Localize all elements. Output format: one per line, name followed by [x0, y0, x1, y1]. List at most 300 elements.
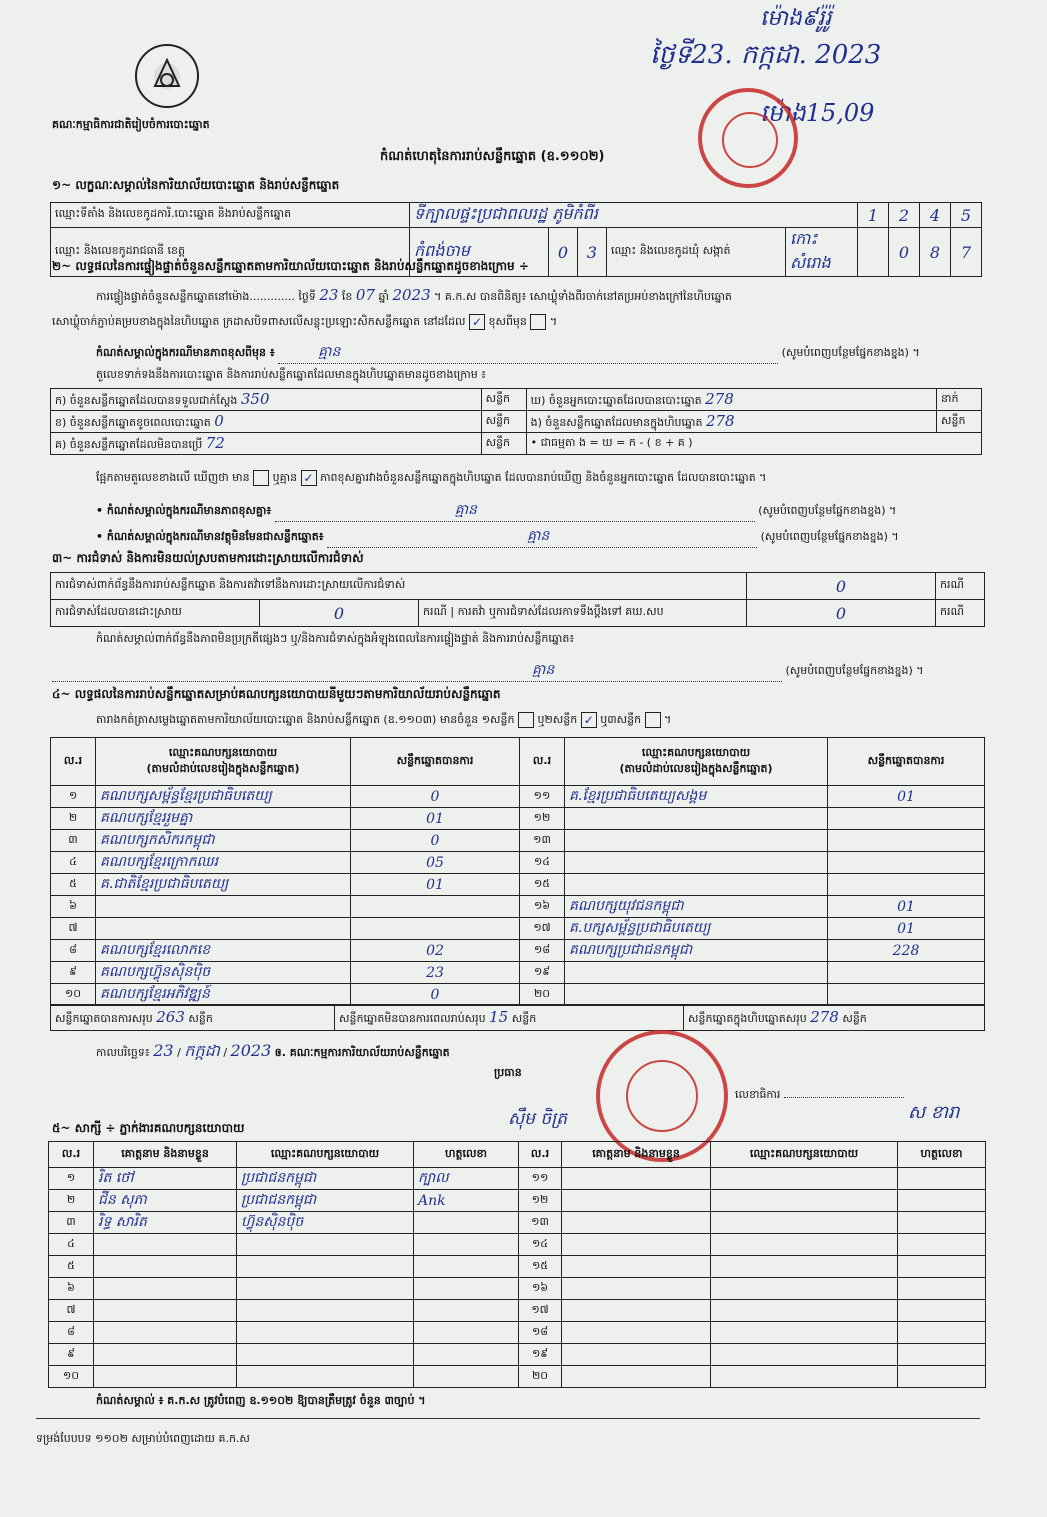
witness-left-party[interactable] [237, 1322, 414, 1344]
results-right-party[interactable] [565, 852, 828, 874]
results-right-party[interactable] [565, 830, 828, 852]
witness-left-party[interactable] [237, 1366, 414, 1388]
section4-title: ៤~ លទ្ធផលនៃការរាប់សន្លឹកឆ្នោតសម្រាប់គណបក្សនយោបាយនីមួយៗតាមការិយាល័យរាប់សន្លឹកឆ្នោត [52, 687, 501, 701]
note3-label: • កំណត់សម្គាល់ក្នុងករណីមានវត្ថុមិនមែនជាសន្លឹកឆ្នោត៖ [96, 530, 324, 543]
witness-left-name[interactable]: រិត ថៅ [94, 1168, 237, 1190]
results-col-party-left-sub: (តាមលំដាប់លេខរៀងក្នុងសន្លឹកឆ្នោត) [146, 761, 300, 775]
witness-left-sign[interactable]: Ank [414, 1190, 519, 1212]
chair-signature: ស៊ឹម ចិត្រ [508, 1109, 568, 1129]
witness-left-name[interactable] [94, 1234, 237, 1256]
results-right-no: ១៩ [520, 962, 565, 984]
witness-right-party[interactable] [711, 1212, 898, 1234]
results-row [51, 962, 985, 984]
results-right-votes[interactable]: 01 [828, 918, 985, 940]
witness-right-name[interactable] [562, 1366, 711, 1388]
witness-right-name[interactable] [562, 1344, 711, 1366]
date-month[interactable]: កក្កដា [184, 1041, 220, 1060]
results-left-no: ៣ [51, 830, 96, 852]
witness-left-no: ៣ [49, 1212, 94, 1234]
results-left-party[interactable]: គណបក្សខ្មែរក្រោកឈរ [96, 852, 351, 874]
date-day[interactable]: 23 [153, 1041, 174, 1060]
tally-2-label: ឬ២សន្លឹក [537, 713, 578, 726]
location-code-2[interactable]: 2 [889, 203, 920, 228]
resolved-label: ការជំទាស់ដែលបានដោះស្រាយ [51, 600, 260, 627]
witness-left-no: ១ [49, 1168, 94, 1190]
resolved-unit-cell: ករណី | ការតវ៉ា ឬការជំទាស់ដែលរកាទទឹងប្តឹងទៅ គឃ.សប [419, 600, 747, 627]
commune-code-3[interactable]: 7 [951, 228, 982, 277]
unused-label: គ) ចំនួនសន្លឹកឆ្នោតដែលមិនបានប្រើ 72 [51, 433, 482, 455]
results-left-party[interactable]: គណបក្សហ៊្វុនស៊ិនប៉ិច [96, 962, 351, 984]
witness-left-sign[interactable] [414, 1256, 519, 1278]
spoiled-unit: សន្លឹក [481, 411, 526, 433]
witness-left-name[interactable] [94, 1322, 237, 1344]
appeal-unit: ករណី [936, 600, 985, 627]
results-right-votes[interactable] [828, 984, 985, 1006]
location-code-3[interactable]: 4 [920, 203, 951, 228]
witness-row [49, 1300, 986, 1322]
total-box-label: សន្លឹកឆ្នោតក្នុងហិបឆ្នោតសរុប [688, 1011, 807, 1025]
section1-title: ១~ លក្ខណៈសម្គាល់នៃការិយាល័យបោះឆ្នោត និងរាប់សន្លឹកឆ្នោត [52, 178, 340, 192]
witness-col-party-right: ឈ្មោះគណបក្សនយោបាយ [711, 1142, 898, 1168]
resolved-unit: ករណី [423, 605, 447, 618]
witness-left-no: ៥ [49, 1256, 94, 1278]
footer-text: ទម្រង់បែបបទ ១១០២ សម្រាប់បំពេញដោយ គ.ក.ស [36, 1432, 250, 1445]
total-valid-value[interactable]: 263 [156, 1007, 185, 1026]
witness-right-sign[interactable] [898, 1278, 986, 1300]
results-left-votes[interactable] [351, 896, 520, 918]
witness-row [49, 1212, 986, 1234]
witness-col-sign-right: ហត្ថលេខា [898, 1142, 986, 1168]
witness-left-sign[interactable] [414, 1234, 519, 1256]
results-right-no: ១៥ [520, 874, 565, 896]
results-right-votes[interactable] [828, 830, 985, 852]
witness-left-no: ៦ [49, 1278, 94, 1300]
verify-line2-text: សោឃ្លុំចាក់ភ្ជាប់គម្របខាងក្នុងនៃហិបឆ្នោត ក្រដាសបិទពាសលើសន្លុះប្រឡោះសិកសន្លឹកឆ្នោត នៅដដែល [52, 315, 466, 328]
results-left-no: ២ [51, 808, 96, 830]
results-left-votes[interactable]: 0 [351, 786, 520, 808]
corner-note-2: ថ្ងៃទី23. កក្កដា. 2023 [650, 40, 882, 70]
appeal-label: ការតវ៉ា ឬការជំទាស់ដែលរកាទទឹងប្តឹងទៅ គឃ.សប [457, 605, 664, 618]
discrepancy-text-c: ភាពខុសគ្នារវាងចំនួនសន្លឹកឆ្នោតក្នុងហិបឆ្នោត ដែលបានរាប់ឃើញ និងចំនួនអ្នកបោះឆ្នោត ដែលបានបោះឆ្នោត ។ [320, 471, 767, 484]
total-valid-cell [51, 1005, 335, 1031]
verify-text-a: ការផ្ទៀងផ្ទាត់ចំនួនសន្លឹកឆ្នោតនៅម៉ោង............. ថ្ងៃទី [96, 290, 316, 303]
witness-right-party[interactable] [711, 1300, 898, 1322]
witness-left-no: ៧ [49, 1300, 94, 1322]
note2-label: • កំណត់សម្គាល់ក្នុងករណីមានភាពខុសគ្នា៖ [96, 504, 272, 517]
results-left-no: ៥ [51, 874, 96, 896]
witness-left-party[interactable] [237, 1256, 414, 1278]
results-left-party[interactable] [96, 918, 351, 940]
total-valid-unit: សន្លឹក [188, 1011, 213, 1025]
results-left-no: ១ [51, 786, 96, 808]
results-right-votes[interactable] [828, 874, 985, 896]
results-left-votes[interactable]: 01 [351, 874, 520, 896]
witness-row [49, 1278, 986, 1300]
note3-value[interactable]: គ្មាន [327, 526, 757, 548]
section5-title: ៥~ សាក្សី ÷ ភ្នាក់ងារគណបក្សនយោបាយ [52, 1121, 245, 1135]
witness-right-no: ២០ [519, 1366, 562, 1388]
results-left-votes[interactable]: 0 [351, 984, 520, 1006]
witness-right-sign[interactable] [898, 1212, 986, 1234]
witness-left-name[interactable] [94, 1278, 237, 1300]
witness-left-party[interactable]: ប្រជាជនកម្ពុជា [237, 1190, 414, 1212]
results-left-no: ៤ [51, 852, 96, 874]
witness-right-name[interactable] [562, 1278, 711, 1300]
verify-month[interactable]: 07 [355, 286, 375, 304]
commune-code-2[interactable]: 8 [920, 228, 951, 277]
witness-left-no: ៩ [49, 1344, 94, 1366]
verify-line-1 [96, 286, 986, 306]
witness-row [49, 1256, 986, 1278]
results-row [51, 984, 985, 1006]
results-row [51, 874, 985, 896]
results-left-party[interactable]: គណបក្សខ្មែរអភិវឌ្ឍន៍ [96, 984, 351, 1006]
verify-text-c: ឆ្នាំ [378, 290, 389, 303]
witness-col-name-left: គោត្តនាម និងនាមខ្លួន [94, 1142, 237, 1168]
section3-note-value[interactable]: គ្មាន [52, 660, 782, 682]
nec-logo-icon [135, 44, 199, 108]
witness-right-sign[interactable] [898, 1322, 986, 1344]
date-label: កាលបរិច្ឆេទ៖ [96, 1046, 150, 1059]
results-right-no: ១៦ [520, 896, 565, 918]
note1 [96, 342, 986, 364]
witness-col-sign-left: ហត្ថលេខា [414, 1142, 519, 1168]
results-col-party-left-title: ឈ្មោះគណបក្សនយោបាយ [168, 745, 278, 759]
witness-right-name[interactable] [562, 1212, 711, 1234]
results-left-party[interactable]: គណបក្សខ្មែររួមគ្នា [96, 808, 351, 830]
results-right-no: ១១ [520, 786, 565, 808]
results-col-party-right-sub: (តាមលំដាប់លេខរៀងក្នុងសន្លឹកឆ្នោត) [619, 761, 773, 775]
witness-left-name[interactable] [94, 1256, 237, 1278]
witness-right-no: ១២ [519, 1190, 562, 1212]
results-row [51, 786, 985, 808]
note2-suffix: (សូមបំពេញបន្ថែមផ្នែកខាងខ្នង) ។ [758, 504, 897, 517]
resolved-value[interactable]: 0 [260, 600, 419, 627]
section3-note-line [52, 660, 982, 682]
commune-code-1[interactable]: 0 [889, 228, 920, 277]
witness-right-sign[interactable] [898, 1366, 986, 1388]
location-value[interactable]: ទីក្បាលផ្ទះប្រជាពលរដ្ឋ ភូមិកំពីរ [410, 203, 858, 228]
figures-row-b [51, 411, 982, 433]
commune-value[interactable]: កោះសំរោង [786, 228, 858, 277]
witness-col-no-left: ល.រ [49, 1142, 94, 1168]
received-unit: សន្លឹក [481, 389, 526, 411]
results-left-party[interactable]: គណបក្សកសិករកម្ពុជា [96, 830, 351, 852]
total-invalid-unit: សន្លឹក [511, 1011, 537, 1025]
tally-sheet-line: តារាងកត់ត្រាសម្លេងឆ្នោតតាមការិយាល័យបោះឆ្នោត និងរាប់សន្លឹកឆ្នោត (ឧ.១១០៣) មានចំនួន ១សន្លឹក ឬ២សន្លឹក ✓ ឬ៣សន្លឹក ។ [96, 713, 672, 727]
witness-right-no: ១៩ [519, 1344, 562, 1366]
results-left-votes[interactable] [351, 918, 520, 940]
witness-left-sign[interactable] [414, 1212, 519, 1234]
witness-right-party[interactable] [711, 1234, 898, 1256]
note2-value[interactable]: គ្មាន [275, 500, 755, 522]
total-invalid-cell [335, 1005, 684, 1031]
witness-right-name[interactable] [562, 1256, 711, 1278]
total-invalid-value[interactable]: 15 [489, 1007, 509, 1026]
voters-unit: នាក់ [937, 389, 982, 411]
results-col-no-left: ល.រ [51, 738, 96, 786]
witness-right-sign[interactable] [898, 1256, 986, 1278]
witness-right-sign[interactable] [898, 1234, 986, 1256]
appeal-value[interactable]: 0 [747, 600, 936, 627]
figures-table [50, 388, 982, 455]
witness-right-party[interactable] [711, 1366, 898, 1388]
spoiled-value[interactable]: 0 [214, 411, 224, 430]
results-right-party[interactable] [565, 808, 828, 830]
figures-row-a [51, 389, 982, 411]
witness-table [48, 1141, 986, 1388]
witness-left-party[interactable]: ហ៊្វុនស៊ិនប៉ិច [237, 1212, 414, 1234]
results-right-party[interactable] [565, 984, 828, 1006]
section3-note: កំណត់សម្គាល់ពាក់ព័ន្ធនឹងភាពមិនប្រក្រតីផ្សេងៗ ឬ/និងការជំទាស់ក្នុងអំឡុងពេលនៃការផ្ទៀងផ្ទាត់ និងការរាប់សន្លឹកឆ្នោត៖ [96, 632, 575, 645]
results-col-party-right-title: ឈ្មោះគណបក្សនយោបាយ [641, 745, 751, 759]
tally-2-checkbox[interactable]: ✓ [581, 712, 597, 728]
totals-table [50, 1004, 985, 1031]
corner-note-1: ម៉ោង៩រ៉ូរ៉ូ [760, 6, 832, 31]
results-row [51, 940, 985, 962]
verify-line-2: សោឃ្លុំចាក់ភ្ជាប់គម្របខាងក្នុងនៃហិបឆ្នោត ក្រដាសបិទពាសលើសន្លុះប្រឡោះសិកសន្លឹកឆ្នោត នៅដដែល ✓ ខុសពីមុន ។ [52, 315, 558, 329]
results-left-votes[interactable]: 01 [351, 808, 520, 830]
voters-label: ឃ) ចំនួនអ្នកបោះឆ្នោតដែលបានបោះឆ្នោត 278 [526, 389, 936, 411]
results-row [51, 830, 985, 852]
witness-right-sign[interactable] [898, 1300, 986, 1322]
witness-right-no: ១៦ [519, 1278, 562, 1300]
location-code-1[interactable]: 1 [858, 203, 889, 228]
witness-right-name[interactable] [562, 1168, 711, 1190]
objection-unit: ករណី [936, 573, 985, 600]
discrepancy-yes-checkbox[interactable] [253, 470, 269, 486]
inbox-label: ង) ចំនួនសន្លឹកឆ្នោតដែលមានក្នុងហិបឆ្នោត 278 [526, 411, 936, 433]
section2-title: ២~ លទ្ធផលនៃការផ្ទៀងផ្ទាត់ចំនួនសន្លឹកឆ្នោតតាមការិយាល័យបោះឆ្នោត និងរាប់សន្លឹកឆ្នោតដូចខាងក្រោម ÷ [52, 259, 529, 273]
objection-value[interactable]: 0 [747, 573, 936, 600]
results-right-party[interactable] [565, 874, 828, 896]
witness-right-sign[interactable] [898, 1168, 986, 1190]
results-col-party-right [565, 738, 828, 786]
results-right-no: ១៤ [520, 852, 565, 874]
tally-3-checkbox[interactable] [645, 712, 661, 728]
changed-label: ខុសពីមុន [488, 315, 527, 328]
unchanged-checkbox[interactable]: ✓ [469, 314, 485, 330]
province-code-1[interactable]: 0 [549, 228, 578, 277]
witness-col-name-right: គោត្តនាម និងនាមខ្លួន [562, 1142, 711, 1168]
results-row [51, 808, 985, 830]
witness-right-name[interactable] [562, 1300, 711, 1322]
results-row [51, 852, 985, 874]
results-left-party[interactable] [96, 896, 351, 918]
note3-suffix: (សូមបំពេញបន្ថែមផ្នែកខាងខ្នង) ។ [760, 530, 899, 543]
secretary-label: លេខាធិការ [735, 1088, 781, 1101]
witness-left-sign[interactable]: ក្បាល [414, 1168, 519, 1190]
results-right-party[interactable]: គ.ខ្មែរប្រជាធិបតេយ្យសង្គម [565, 786, 828, 808]
footnote: កំណត់សម្គាល់ ៖ គ.ក.ស ត្រូវបំពេញ ឧ.១១០២ ឱ្យបានត្រឹមត្រូវ ចំនួន ៣ច្បាប់ ។ [96, 1394, 426, 1407]
witness-right-no: ១៥ [519, 1256, 562, 1278]
results-right-no: ១៨ [520, 940, 565, 962]
figures-intro: តួលេខទាក់ទងនឹងការបោះឆ្នោត និងការរាប់សន្លឹកឆ្នោតដែលមានក្នុងហិបឆ្នោតមានដូចខាងក្រោម ៖ [96, 368, 487, 381]
commune-label: ឈ្មោះ និងលេខកូដឃុំ សង្កាត់ [607, 228, 786, 277]
tally-intro: តារាងកត់ត្រាសម្លេងឆ្នោតតាមការិយាល័យបោះឆ្នោត និងរាប់សន្លឹកឆ្នោត (ឧ.១១០៣) មានចំនួន ១សន្លឹក [96, 713, 515, 726]
discrepancy-text-a: ផ្អែកតាមតួលេខខាងលើ ឃើញថា មាន [96, 471, 250, 484]
witness-right-party[interactable] [711, 1256, 898, 1278]
witness-col-no-right: ល.រ [519, 1142, 562, 1168]
witness-left-name[interactable] [94, 1366, 237, 1388]
results-left-no: ៨ [51, 940, 96, 962]
results-right-no: ១៧ [520, 918, 565, 940]
witness-left-sign[interactable] [414, 1322, 519, 1344]
objection-table [50, 572, 985, 627]
corner-note-3: ម៉ោង15,09 [760, 99, 875, 127]
note1-suffix: (សូមបំពេញបន្ថែមផ្នែកខាងខ្នង) ។ [781, 346, 920, 359]
section3-note-suffix: (សូមបំពេញបន្ថែមផ្នែកខាងខ្នង) ។ [785, 664, 924, 677]
results-left-no: ១០ [51, 984, 96, 1006]
results-col-votes-right: សន្លឹកឆ្នោតបានការ [828, 738, 985, 786]
witness-row [49, 1322, 986, 1344]
results-left-no: ៧ [51, 918, 96, 940]
org-name: គណៈកម្មាធិការជាតិរៀបចំការបោះឆ្នោត [52, 118, 210, 131]
witness-row [49, 1344, 986, 1366]
witness-left-name[interactable] [94, 1300, 237, 1322]
total-box-value[interactable]: 278 [810, 1007, 839, 1026]
witness-left-sign[interactable] [414, 1278, 519, 1300]
results-col-party-left [96, 738, 351, 786]
inbox-value[interactable]: 278 [705, 411, 735, 430]
province-label: ឈ្មោះ និងលេខកូដរាជធានី ខេត្ត [51, 228, 410, 277]
witness-row [49, 1190, 986, 1212]
results-right-no: ២០ [520, 984, 565, 1006]
witness-right-no: ១៣ [519, 1212, 562, 1234]
witness-left-party[interactable] [237, 1344, 414, 1366]
note2 [96, 500, 986, 522]
total-invalid-label: សន្លឹកឆ្នោតមិនបានការពេលរាប់សរុប [339, 1011, 486, 1025]
witness-right-name[interactable] [562, 1190, 711, 1212]
results-left-votes[interactable]: 02 [351, 940, 520, 962]
chair-label: ប្រធាន [494, 1066, 522, 1079]
witness-right-party[interactable] [711, 1322, 898, 1344]
witness-left-sign[interactable] [414, 1300, 519, 1322]
form-title: កំណត់ហេតុនៃការរាប់សន្លឹកឆ្នោត (ឧ.១១០២) [380, 149, 605, 164]
results-right-party[interactable]: គណបក្សយុវជនកម្ពុជា [565, 896, 828, 918]
witness-left-name[interactable]: រិទ្ធ សារិត [94, 1212, 237, 1234]
results-right-party[interactable]: គ.បក្សសម្ព័ន្ធប្រជាធិបតេយ្យ [565, 918, 828, 940]
province-value[interactable]: កំពង់ចាម [410, 228, 549, 277]
results-col-no-right: ល.រ [520, 738, 565, 786]
witness-right-no: ១៨ [519, 1322, 562, 1344]
results-right-no: ១២ [520, 808, 565, 830]
results-left-votes[interactable]: 23 [351, 962, 520, 984]
footer-rule [36, 1418, 980, 1419]
location-code-4[interactable]: 5 [951, 203, 982, 228]
total-box-unit: សន្លឹក [842, 1011, 867, 1025]
results-left-votes[interactable]: 0 [351, 830, 520, 852]
results-right-votes[interactable] [828, 852, 985, 874]
results-right-party[interactable]: គណបក្សប្រជាជនកម្ពុជា [565, 940, 828, 962]
witness-right-sign[interactable] [898, 1190, 986, 1212]
results-left-no: ៩ [51, 962, 96, 984]
witness-left-sign[interactable] [414, 1344, 519, 1366]
witness-left-party[interactable]: ប្រជាជនកម្ពុជា [237, 1168, 414, 1190]
results-row [51, 918, 985, 940]
witness-right-no: ១៧ [519, 1300, 562, 1322]
inbox-unit: សន្លឹក [937, 411, 982, 433]
witness-right-name[interactable] [562, 1322, 711, 1344]
witness-left-no: ១០ [49, 1366, 94, 1388]
witness-col-party-left: ឈ្មោះគណបក្សនយោបាយ [237, 1142, 414, 1168]
witness-left-party[interactable] [237, 1278, 414, 1300]
tally-3-label: ឬ៣សន្លឹក [600, 713, 642, 726]
province-code-2[interactable]: 3 [578, 228, 607, 277]
figures-row-c [51, 433, 982, 455]
verify-year[interactable]: 2023 [392, 286, 431, 304]
witness-left-party[interactable] [237, 1300, 414, 1322]
objection-label: ការជំទាស់ពាក់ព័ន្ធនឹងការរាប់សន្លឹកឆ្នោត និងការតវ៉ាទៅនឹងការដោះស្រាយលើការជំទាស់ [51, 573, 747, 600]
results-right-votes[interactable]: 01 [828, 786, 985, 808]
secretary-line [735, 1088, 904, 1104]
results-right-party[interactable] [565, 962, 828, 984]
changed-checkbox[interactable] [530, 314, 546, 330]
received-value[interactable]: 350 [240, 389, 270, 408]
results-right-votes[interactable]: 228 [828, 940, 985, 962]
results-right-votes[interactable] [828, 962, 985, 984]
witness-right-sign[interactable] [898, 1344, 986, 1366]
results-col-votes-left: សន្លឹកឆ្នោតបានការ [351, 738, 520, 786]
total-valid-label: សន្លឹកឆ្នោតបានការសរុប [55, 1011, 153, 1025]
witness-row [49, 1234, 986, 1256]
witness-left-name[interactable] [94, 1344, 237, 1366]
witness-right-no: ១៤ [519, 1234, 562, 1256]
unused-value[interactable]: 72 [205, 433, 225, 452]
witness-right-party[interactable] [711, 1190, 898, 1212]
witness-left-party[interactable] [237, 1234, 414, 1256]
witness-left-no: ៨ [49, 1322, 94, 1344]
secretary-signature: ស ខារា [908, 1102, 960, 1123]
witness-right-party[interactable] [711, 1168, 898, 1190]
spoiled-label: ខ) ចំនួនសន្លឹកឆ្នោតខូចពេលបោះឆ្នោត 0 [51, 411, 482, 433]
verify-day[interactable]: 23 [319, 286, 339, 304]
results-right-no: ១៣ [520, 830, 565, 852]
verify-text-b: ខែ [341, 290, 353, 303]
received-label: ក) ចំនួនសន្លឹកឆ្នោតដែលបានទទួលជាក់ស្តែង 350 [51, 389, 482, 411]
results-left-no: ៦ [51, 896, 96, 918]
witness-right-name[interactable] [562, 1234, 711, 1256]
verify-text-d: ។ គ.ក.ស បានពិនិត្យ៖ សោឃ្លុំទាំងពីរចាក់នៅតប្រអប់ខាងក្រៅនៃហិបឆ្នោត [434, 290, 732, 303]
results-left-party[interactable]: គណបក្សសម្ព័ន្ធខ្មែរប្រជាធិបតេយ្យ [96, 786, 351, 808]
date-year[interactable]: 2023 [230, 1041, 272, 1060]
witness-left-sign[interactable] [414, 1366, 519, 1388]
results-right-votes[interactable]: 01 [828, 896, 985, 918]
total-box-cell [684, 1005, 985, 1031]
witness-right-party[interactable] [711, 1344, 898, 1366]
results-table [50, 737, 985, 1006]
note1-value[interactable]: គ្មាន [278, 342, 778, 364]
note1-label: កំណត់សម្គាល់ក្នុងករណីមានភាពខុសពីមុន ៖ [96, 346, 275, 359]
location-label: ឈ្មោះទីតាំង និងលេខកូដការិ.បោះឆ្នោត និងរាប់សន្លឹកឆ្នោត [51, 203, 410, 228]
results-left-party[interactable]: គណបក្សខ្មែរលោកខេ [96, 940, 351, 962]
discrepancy-line [96, 470, 986, 487]
results-left-votes[interactable]: 05 [351, 852, 520, 874]
section3-title: ៣~ ការជំទាស់ និងការមិនយល់ស្របតាមការដោះស្រាយលើការជំទាស់ [52, 551, 364, 565]
witness-row [49, 1168, 986, 1190]
signing-date-line: កាលបរិច្ឆេទ៖ 23 / កក្កដា / 2023 ឲ. គណៈកម្មការការិយាល័យរាប់សន្លឹកឆ្នោត [96, 1041, 450, 1060]
tally-1-checkbox[interactable] [518, 712, 534, 728]
voters-value[interactable]: 278 [705, 389, 734, 408]
results-left-party[interactable]: គ.ជាតិខ្មែរប្រជាធិបតេយ្យ [96, 874, 351, 896]
witness-right-party[interactable] [711, 1278, 898, 1300]
witness-left-name[interactable]: ជីន សុភា [94, 1190, 237, 1212]
discrepancy-no-checkbox[interactable]: ✓ [301, 470, 317, 486]
witness-left-no: ៤ [49, 1234, 94, 1256]
results-row [51, 896, 985, 918]
discrepancy-text-b: ឬគ្មាន [272, 471, 298, 484]
results-right-votes[interactable] [828, 808, 985, 830]
